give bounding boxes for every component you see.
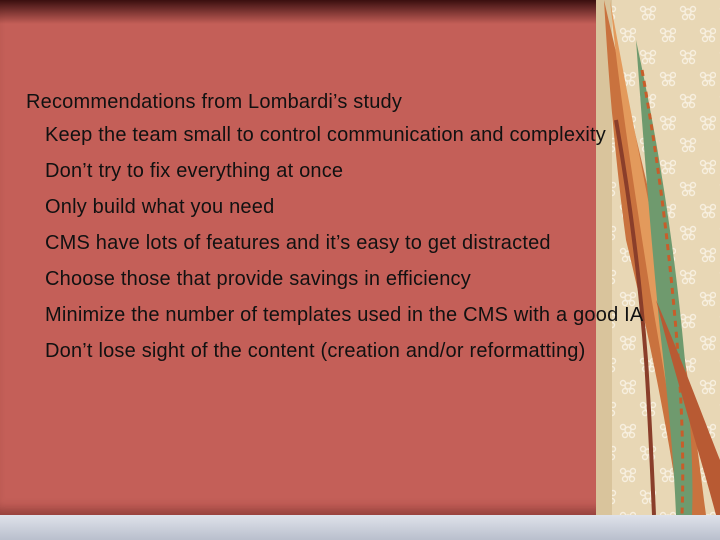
list-item: Only build what you need bbox=[45, 196, 275, 218]
list-item: CMS have lots of features and it’s easy to get distracted bbox=[45, 232, 551, 254]
top-shadow bbox=[0, 0, 612, 24]
list-item: Keep the team small to control communication and complexity bbox=[45, 124, 606, 146]
bottom-band bbox=[0, 515, 720, 540]
list-item: Don’t lose sight of the content (creation and/or reformatting) bbox=[45, 340, 586, 362]
list-item: Minimize the number of templates used in the CMS with a good IA bbox=[45, 304, 644, 326]
slide-heading: Recommendations from Lombardi’s study bbox=[26, 91, 403, 113]
list-item: Choose those that provide savings in efficiency bbox=[45, 268, 471, 290]
bullet-list bbox=[26, 123, 686, 363]
list-item: Don’t try to fix everything at once bbox=[45, 160, 344, 182]
slide-body bbox=[26, 90, 686, 375]
